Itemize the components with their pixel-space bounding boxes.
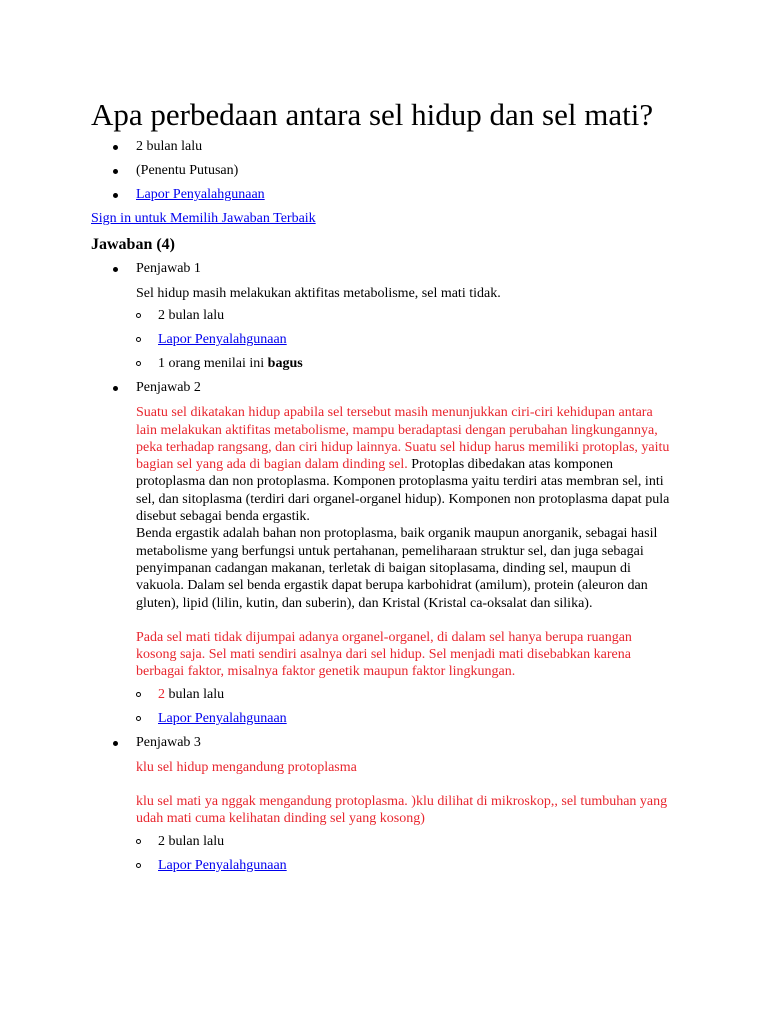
answer-meta-item	[136, 854, 768, 878]
answer-text-red: Suatu sel dikatakan hidup apabila sel tersebut masih menunjukkan ciri-ciri kehidupan antara lain melakukan aktifitas metabolisme, mampu beradaptasi dengan perubahan lingkungannya, peka terhadap rangsang, dan ciri hidup lainnya. Suatu sel hidup harus memiliki protoplas, yaitu bagian sel yang ada di bagian dalam dinding sel.	[136, 405, 670, 473]
answer-meta-item	[136, 352, 768, 376]
answer-rating-text: 1 orang menilai ini	[158, 356, 268, 372]
answer-time-number: 2	[158, 686, 165, 702]
circle-bullet-icon	[136, 839, 141, 844]
answer-meta-list	[136, 830, 768, 878]
answer-meta-item	[136, 830, 768, 854]
answer-meta-item	[136, 707, 768, 731]
answer-meta-item	[136, 328, 768, 352]
answer-meta-item	[136, 304, 768, 328]
answer-item	[91, 731, 768, 878]
bullet-icon	[113, 193, 118, 198]
bullet-icon	[113, 741, 118, 746]
answer-report-link[interactable]: Lapor Penyalahgunaan	[158, 857, 287, 873]
question-title: Apa perbedaan antara sel hidup dan sel mati?	[91, 97, 654, 132]
answer-text-red: klu sel mati ya nggak mengandung protoplasma. )klu dilihat di mikroskop,, sel tumbuhan yang udah mati cuma kelihatan dinding sel yang kosong)	[136, 794, 668, 827]
bullet-icon	[113, 386, 118, 391]
question-status: (Penentu Putusan)	[136, 163, 239, 178]
circle-bullet-icon	[136, 863, 141, 868]
answer-author: Penjawab 3	[136, 734, 201, 750]
answer-author: Penjawab 1	[136, 261, 201, 276]
bullet-icon	[113, 169, 118, 174]
question-meta-item	[91, 135, 768, 159]
answer-item	[91, 257, 768, 376]
circle-bullet-icon	[136, 361, 141, 366]
answer-body	[136, 759, 671, 828]
question-time: 2 bulan lalu	[136, 139, 203, 154]
question-report-link[interactable]: Lapor Penyalahgunaan	[136, 187, 265, 202]
answer-author: Penjawab 2	[136, 380, 201, 396]
signin-best-answer-link[interactable]: Sign in untuk Memilih Jawaban Terbaik	[91, 211, 316, 226]
answer-report-link[interactable]: Lapor Penyalahgunaan	[158, 710, 287, 726]
question-meta-item	[91, 183, 768, 207]
answer-time: 2 bulan lalu	[158, 833, 225, 849]
answer-time: 2 bulan lalu	[158, 308, 225, 324]
circle-bullet-icon	[136, 337, 141, 342]
question-meta-item	[91, 159, 768, 183]
circle-bullet-icon	[136, 313, 141, 318]
answer-meta-list	[136, 683, 768, 731]
answer-rating-bold: bagus	[267, 356, 303, 372]
answer-item	[91, 376, 768, 730]
answers-list	[91, 257, 768, 878]
question-meta-list	[91, 135, 768, 207]
answer-body	[136, 404, 671, 680]
answer-text: Protoplas dibedakan atas komponen protoplasma dan non protoplasma. Komponen protoplasma yaitu terdiri atas membran sel, inti sel, dan sitoplasma (terdiri dari organel-organel hidup). Komponen non protoplasma dapat pula disebut sebagai benda ergastik.	[136, 457, 670, 525]
answers-heading: Jawaban (4)	[91, 236, 176, 253]
circle-bullet-icon	[136, 716, 141, 721]
paragraph-gap	[136, 612, 671, 629]
answer-report-link[interactable]: Lapor Penyalahgunaan	[158, 332, 287, 348]
answer-meta-list	[136, 304, 768, 376]
answer-time: bulan lalu	[165, 686, 225, 702]
answer-text-red: Pada sel mati tidak dijumpai adanya organel-organel, di dalam sel hanya berupa ruangan kosong saja. Sel mati sendiri asalnya dari sel hidup. Sel menjadi mati disebabkan karena berbagai faktor, misalnya faktor genetik maupun faktor lingkungan.	[136, 629, 632, 680]
paragraph-gap	[136, 776, 671, 793]
bullet-icon	[113, 145, 118, 150]
answer-meta-item	[136, 683, 768, 707]
bullet-icon	[113, 267, 118, 272]
answer-body: Sel hidup masih melakukan aktifitas metabolisme, sel mati tidak.	[136, 286, 501, 301]
answer-text: Benda ergastik adalah bahan non protoplasma, baik organik maupun anorganik, sebagai hasil metabolisme yang berfungsi untuk pertahanan, pemeliharaan struktur sel, dan juga sebagai penyimpanan cadangan makanan, terletak di baigan sitoplasama, dinding sel, maupun di vakuola. Dalam sel benda ergastik dapat berupa karbohidrat (amilum), protein (aleuron dan gluten), lipid (lilin, kutin, dan suberin), dan Kristal (Kristal ca-oksalat dan silika).	[136, 526, 658, 611]
answer-text-red: klu sel hidup mengandung protoplasma	[136, 759, 357, 775]
circle-bullet-icon	[136, 692, 141, 697]
